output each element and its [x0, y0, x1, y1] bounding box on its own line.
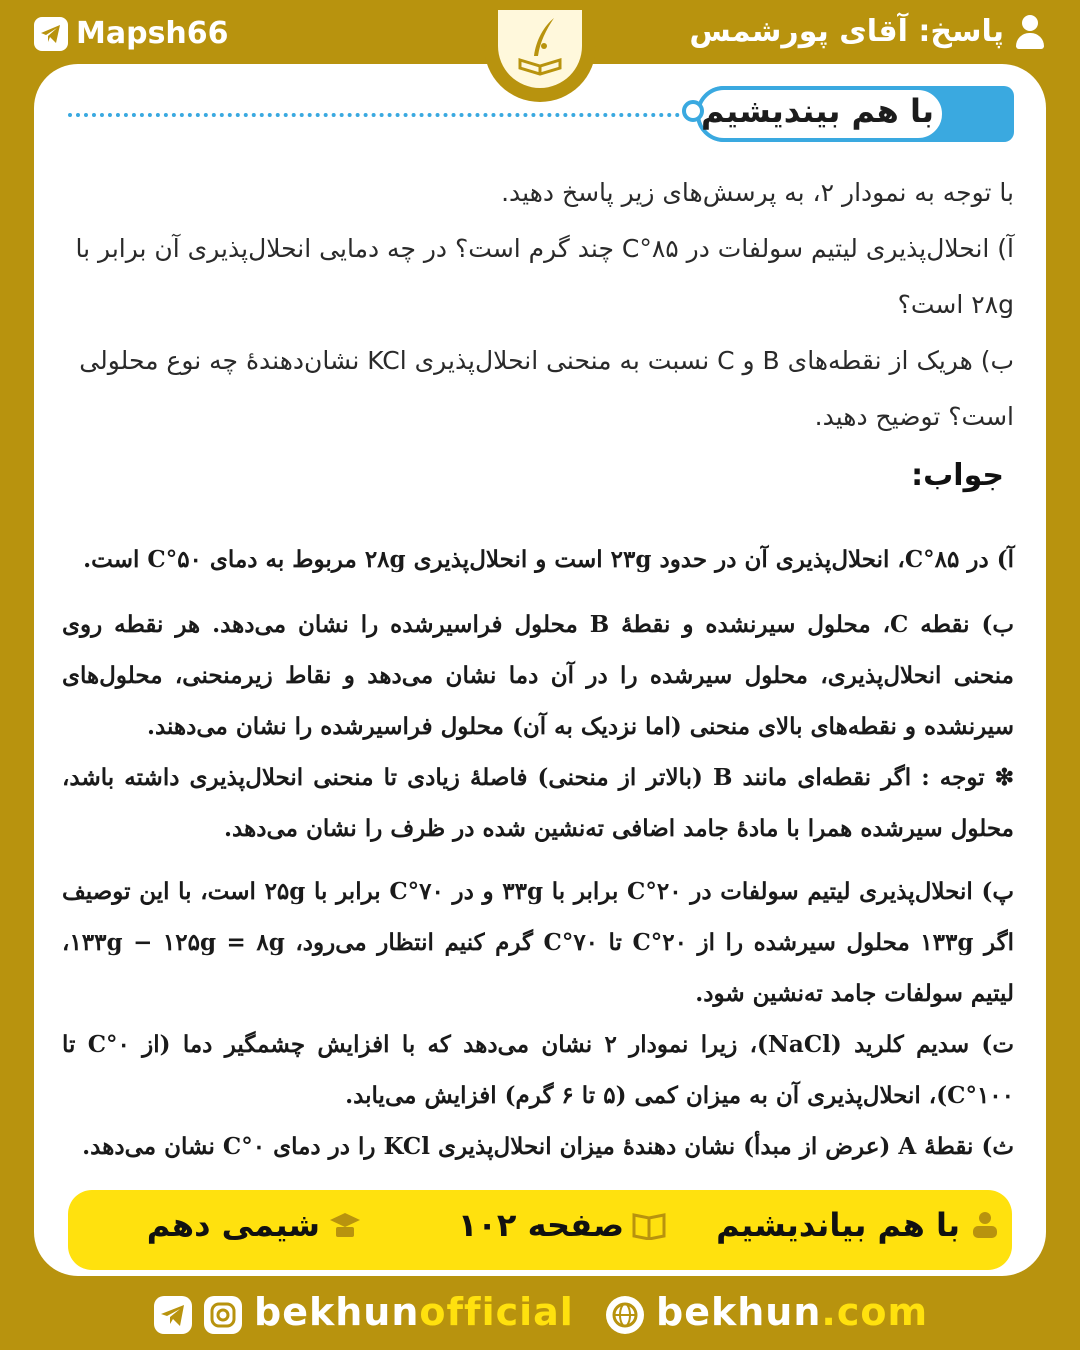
question-a: آ) انحلال‌پذیری لیتیم سولفات در ۸۵°C چند گرم است؟ در چه دمایی انحلال‌پذیری آن برابر با ۲۸g است؟	[75, 234, 1014, 319]
globe-icon[interactable]	[606, 1296, 644, 1334]
question-block	[64, 165, 1014, 445]
answerer-text: پاسخ: آقای پورشمس	[689, 14, 1004, 49]
answer-p: پ) انحلال‌پذیری لیتیم سولفات در ۲۰°C برابر با ۳۳g و در ۷۰°C برابر با ۲۵g است، با این توصیف اگر ۱۳۳g محلول سیرشده را از ۲۰°C تا ۷۰°C گرم کنیم انتظار می‌رود، ۱۳۳g − ۱۲۵g = ۸g، لیتیم سولفات جامد ته‌نشین شود.	[62, 878, 1014, 1007]
answer-s: ث) نقطهٔ A (عرض از مبدأ) نشان دهندهٔ میزان انحلال‌پذیری KCl را در دمای ۰°C نشان می‌دهد.	[82, 1133, 1014, 1160]
book-quill-logo-icon	[514, 16, 566, 82]
question-intro: با توجه به نمودار ۲، به پرسش‌های زیر پاسخ دهید.	[501, 178, 1014, 207]
answer-t: ت) سدیم کلرید (NaCl)، زیرا نمودار ۲ نشان می‌دهد که با افزایش چشمگیر دما (از ۰°C تا ۱۰۰°C)، انحلال‌پذیری آن به میزان کمی (۵ تا ۶ گرم) افزایش می‌یابد.	[62, 1031, 1014, 1109]
answer-block	[62, 534, 1014, 1172]
answer-a: آ) در ۸۵°C، انحلال‌پذیری آن در حدود ۲۳g است و انحلال‌پذیری ۲۸g مربوط به دمای ۵۰°C است.	[83, 546, 1014, 573]
telegram-icon	[34, 17, 68, 51]
graduation-cap-icon	[328, 1210, 362, 1240]
footer-subject: شیمی دهم	[147, 1206, 362, 1244]
answerer-label	[689, 14, 1046, 49]
instagram-icon[interactable]	[204, 1296, 242, 1334]
answer-note: ❇ توجه : اگر نقطه‌ای مانند B (بالاتر از منحنی) فاصلهٔ زیادی تا منحنی انحلال‌پذیری داشته باشد، محلول سیرشده همرا با مادهٔ جامد اضافی ته‌نشین شده در ظرف را نشان می‌دهد.	[62, 764, 1014, 842]
open-book-icon	[632, 1210, 666, 1240]
answer-label: جواب:	[911, 458, 1004, 493]
website-link[interactable]: bekhun.com	[656, 1290, 929, 1334]
teacher-icon	[968, 1210, 1002, 1240]
telegram-icon[interactable]	[154, 1296, 192, 1334]
bottom-links	[0, 1290, 1080, 1350]
section-title: با هم بیندیشیم	[701, 92, 934, 130]
dotted-divider	[68, 113, 688, 117]
telegram-channel-badge[interactable]	[34, 16, 229, 51]
channel-name: Mapsh66	[76, 16, 229, 51]
user-icon	[1014, 15, 1046, 49]
footer-section: با هم بیاندیشیم	[716, 1206, 1002, 1244]
footer-bar	[68, 1190, 1012, 1270]
social-handle[interactable]: bekhunofficial	[254, 1290, 574, 1334]
answer-b: ب) نقطه C، محلول سیرنشده و نقطهٔ B محلول فراسیرشده را نشان می‌دهد. هر نقطه روی منحنی انحلال‌پذیری، محلول سیرشده را در آن دما نشان می‌دهد و نقاط زیرمنحنی، محلول‌های سیرنشده و نقطه‌های بالای منحنی (اما نزدیک به آن) محلول فراسیرشده را نشان می‌دهند.	[62, 611, 1014, 740]
question-b: ب) هریک از نقطه‌های B و C نسبت به منحنی انحلال‌پذیری KCl نشان‌دهندهٔ چه نوع محلولی است؟ توضیح دهید.	[79, 346, 1014, 431]
footer-page: صفحه ۱۰۲	[458, 1206, 666, 1244]
